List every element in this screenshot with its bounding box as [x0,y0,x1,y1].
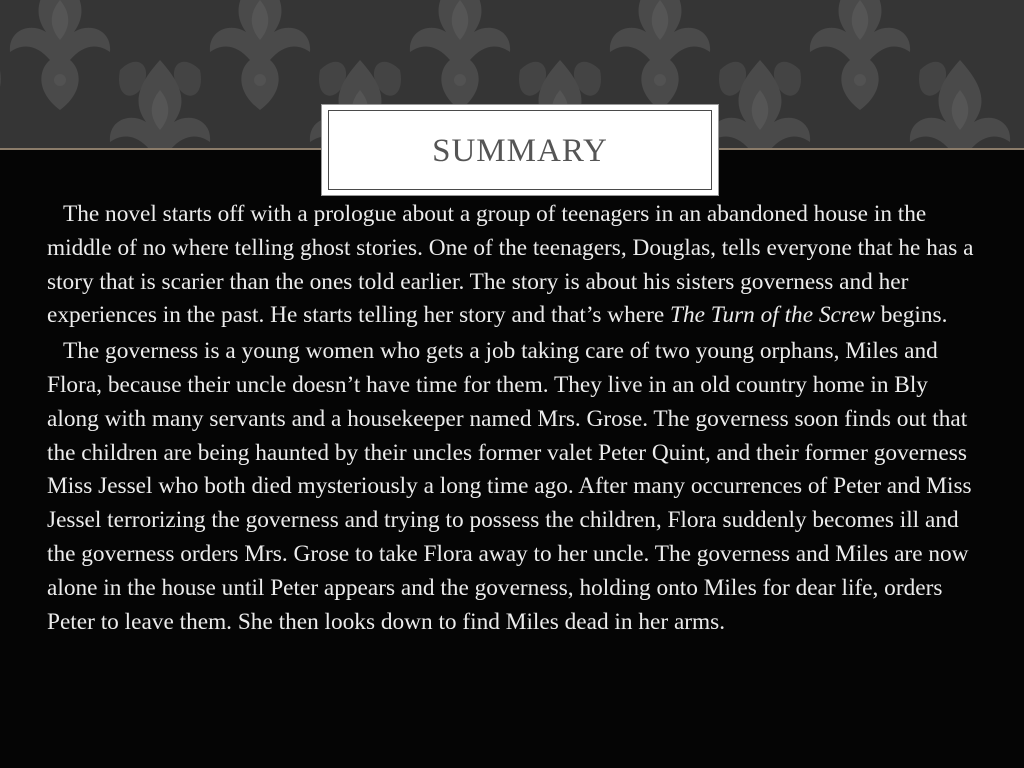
book-title: The Turn of the Screw [670,302,875,329]
summary-paragraph-1 [47,198,982,333]
slide-title: SUMMARY [432,132,608,169]
summary-paragraph-2: The governess is a young women who gets a job taking care of two young orphans, Miles and Flora, because their uncle doesn’t have time for them. They live in an old country home in Bly along with many servants and a housekeeper named Mrs. Grose. The governess soon finds out that the children are being haunted by their uncles former valet Peter Quint, and their former governess Miss Jessel who both died mysteriously a long time ago. After many occurrences of Peter and Miss Jessel terrorizing the governess and trying to possess the children, Flora suddenly becomes ill and the governess orders Mrs. Grose to take Flora away to her uncle. The governess and Miles are now alone in the house until Peter appears and the governess, holding onto Miles for dear life, orders Peter to leave them. She then looks down to find Miles dead in her arms. [47,338,972,635]
summary-body [47,198,982,641]
paragraph-1-end: begins. [880,302,948,329]
paragraph-1-text: The novel starts off with a prologue about a group of teenagers in an abandoned house in the middle of no where telling ghost stories. One of the teenagers, Douglas, tells everyone that he has a story that is scarier than the ones told earlier. The story is about his sisters governess and her experiences in the past. He starts telling her story and that’s where [47,201,974,329]
title-box [321,104,719,196]
title-inner-border [328,110,712,190]
